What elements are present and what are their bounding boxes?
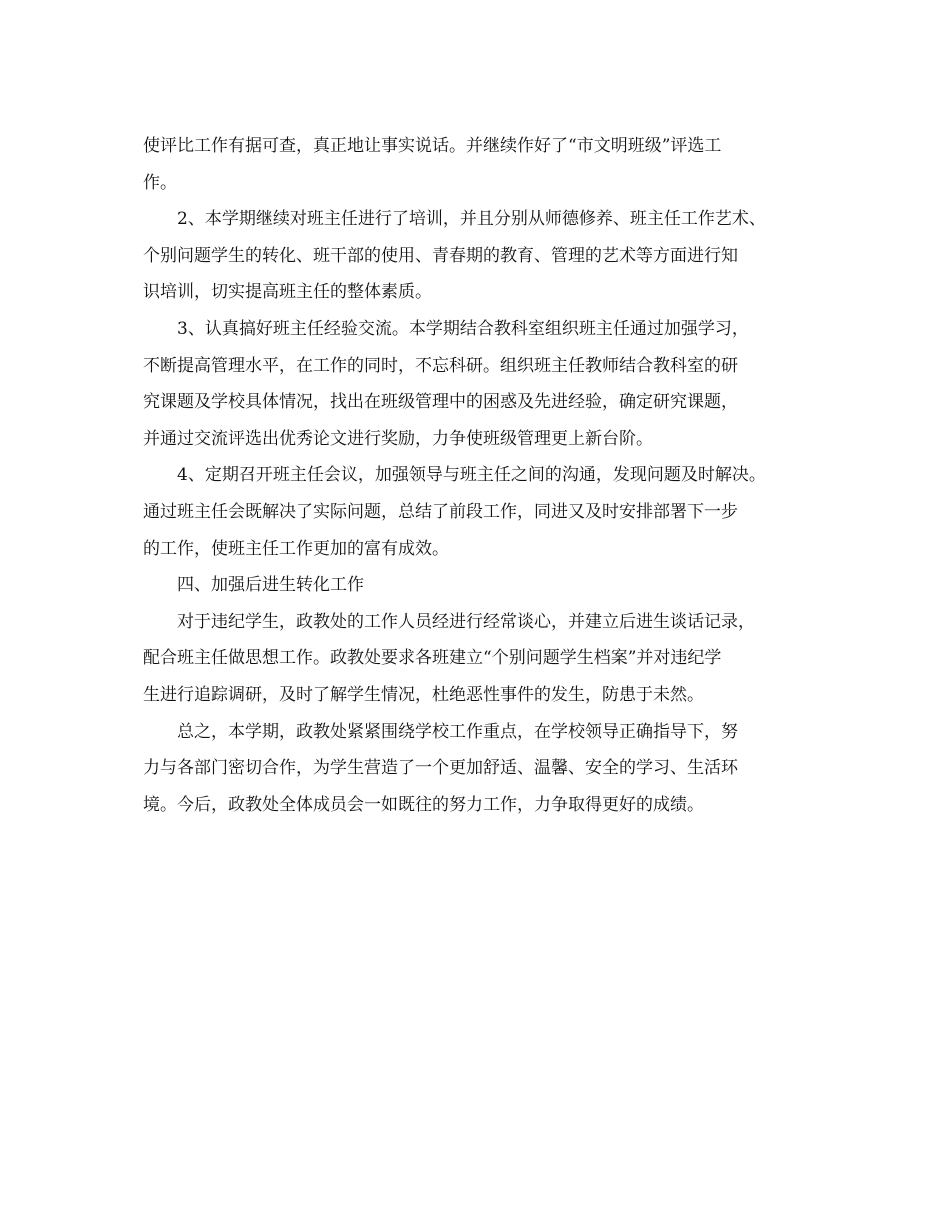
- text-line: 并通过交流评选出优秀论文进行奖励，力争使班级管理更上新台阶。: [143, 428, 653, 449]
- body-text: [143, 128, 823, 823]
- text-line: 通过班主任会既解决了实际问题，总结了前段工作，同进又及时安排部署下一步: [143, 501, 738, 522]
- text-line: 3、认真搞好班主任经验交流。本学期结合教科室组织班主任通过加强学习，: [177, 318, 749, 339]
- text-line: 对于违纪学生，政教处的工作人员经进行经常谈心，并建立后进生谈话记录，: [177, 611, 755, 632]
- text-line: 4、定期召开班主任会议，加强领导与班主任之间的沟通，发现问题及时解决。: [177, 465, 766, 486]
- text-line: 境。今后，政教处全体成员会一如既往的努力工作，力争取得更好的成绩。: [143, 794, 704, 815]
- text-line: 究课题及学校具体情况，找出在班级管理中的困惑及先进经验，确定研究课题，: [143, 392, 738, 413]
- text-line: 使评比工作有据可查，真正地让事实说话。并继续作好了“市文明班级”评选工: [143, 136, 722, 156]
- text-line: 力与各部门密切合作，为学生营造了一个更加舒适、温馨、安全的学习、生活环: [143, 758, 738, 779]
- text-line: 作。: [143, 172, 177, 193]
- text-line: 总之，本学期，政教处紧紧围绕学校工作重点，在学校领导正确指导下，努: [177, 721, 738, 742]
- text-line: 的工作，使班主任工作更加的富有成效。: [143, 538, 449, 559]
- text-line: 识培训，切实提高班主任的整体素质。: [143, 282, 432, 303]
- text-line: 个别问题学生的转化、班干部的使用、青春期的教育、管理的艺术等方面进行知: [143, 245, 738, 266]
- text-line: 生进行追踪调研，及时了解学生情况，杜绝恶性事件的发生，防患于未然。: [143, 684, 704, 705]
- section-heading: 四、加强后进生转化工作: [177, 575, 364, 596]
- text-line: 不断提高管理水平，在工作的同时，不忘科研。组织班主任教师结合教科室的研: [143, 355, 738, 376]
- text-line: 配合班主任做思想工作。政教处要求各班建立“个别问题学生档案”并对违纪学: [143, 648, 722, 669]
- text-line: 2、本学期继续对班主任进行了培训，并且分别从师德修养、班主任工作艺术、: [177, 209, 766, 230]
